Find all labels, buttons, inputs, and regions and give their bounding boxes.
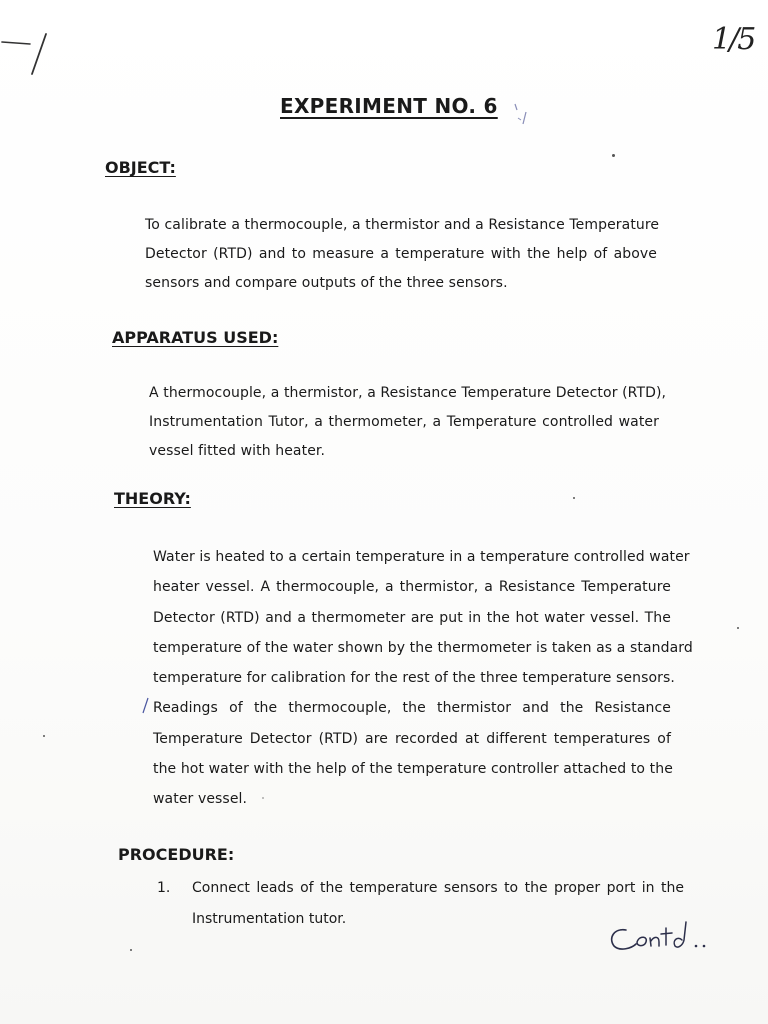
- theory-line: water vessel.: [153, 791, 248, 808]
- theory-heading: THEORY:: [114, 489, 191, 508]
- object-line: To calibrate a thermocouple, a thermistor and a Resistance Temperature: [145, 217, 660, 233]
- object-heading: OBJECT:: [105, 158, 176, 177]
- apparatus-line: vessel fitted with heater.: [149, 443, 326, 459]
- theory-paragraph: [153, 542, 693, 815]
- pen-stroke-mark: [140, 697, 150, 715]
- paper-speck: [262, 797, 264, 799]
- object-line: sensors and compare outputs of the three sensors.: [145, 275, 508, 291]
- handwritten-dash-mark: [0, 30, 60, 80]
- theory-line: Water is heated to a certain temperature in a temperature controlled water: [153, 549, 690, 565]
- paper-speck: [612, 154, 615, 157]
- apparatus-line: Instrumentation Tutor, a thermometer, a Temperature controlled water: [149, 414, 659, 430]
- theory-line: Detector (RTD) and a thermometer are put in the hot water vessel. The: [153, 609, 671, 626]
- apparatus-line: A thermocouple, a thermistor, a Resistance Temperature Detector (RTD),: [149, 385, 667, 401]
- procedure-heading: PROCEDURE:: [118, 845, 235, 864]
- procedure-item-number: 1.: [157, 880, 171, 896]
- procedure-line: Connect leads of the temperature sensors to the proper port in the: [192, 880, 684, 896]
- theory-line: temperature for calibration for the rest of the three temperature sensors.: [153, 670, 675, 687]
- theory-line: Readings of the thermocouple, the thermistor and the Resistance: [153, 700, 671, 717]
- apparatus-paragraph: [149, 379, 667, 466]
- theory-line: heater vessel. A thermocouple, a thermistor, a Resistance Temperature: [153, 579, 671, 596]
- paper-speck: [573, 497, 575, 499]
- page-title: EXPERIMENT NO. 6: [280, 94, 498, 118]
- apparatus-heading: APPARATUS USED:: [112, 328, 279, 347]
- theory-line: temperature of the water shown by the thermometer is taken as a standard: [153, 639, 693, 656]
- page-number: 1/5: [712, 22, 755, 57]
- paper-speck: [43, 735, 45, 737]
- paper-speck: [737, 627, 739, 629]
- theory-line: the hot water with the help of the temperature controller attached to the: [153, 761, 673, 778]
- handwritten-contd-note: [604, 916, 724, 956]
- object-paragraph: [145, 211, 660, 298]
- pencil-tick-mark: [512, 100, 534, 128]
- theory-line: Temperature Detector (RTD) are recorded at different temperatures of: [153, 730, 671, 747]
- procedure-line: Instrumentation tutor.: [192, 911, 347, 927]
- paper-speck: [130, 949, 132, 951]
- object-line: Detector (RTD) and to measure a temperature with the help of above: [145, 246, 657, 262]
